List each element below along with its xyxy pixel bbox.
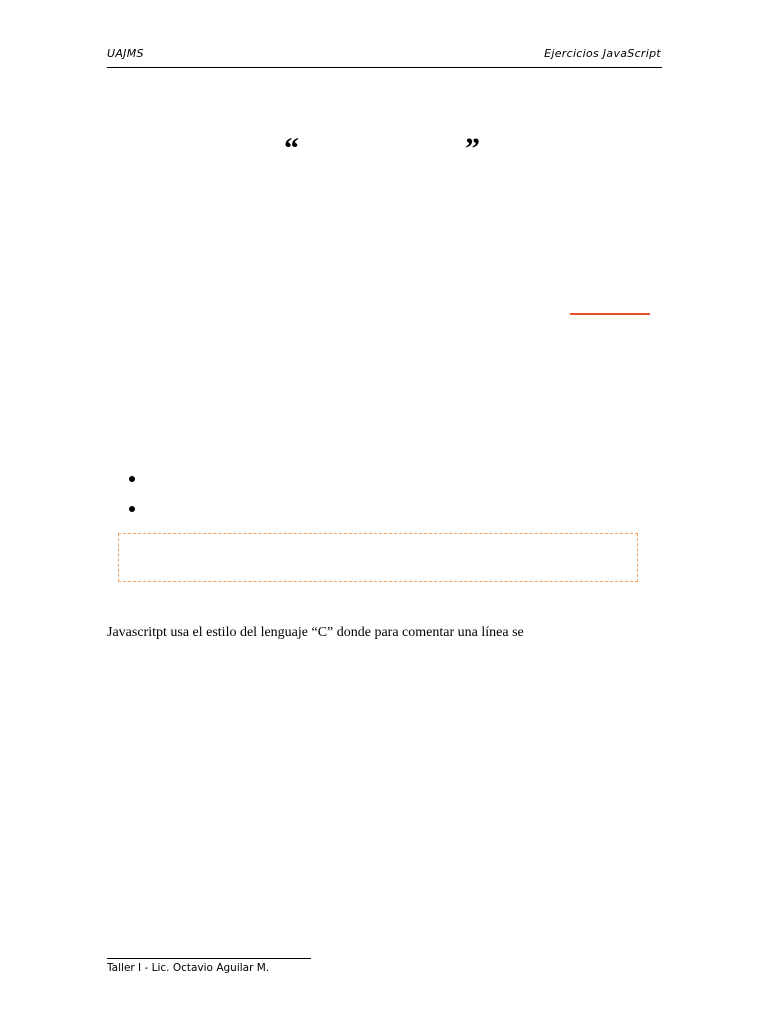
- list-item: [125, 466, 135, 496]
- title-quote-open: “: [284, 132, 299, 165]
- red-underline-mark: [570, 313, 650, 315]
- title-quote-close: ”: [465, 132, 480, 165]
- dashed-code-box: [118, 533, 638, 582]
- bullet-dot-icon: [129, 476, 135, 482]
- header-institution: UAJMS: [107, 47, 144, 60]
- list-item: [125, 496, 135, 526]
- header-course-title: Ejercicios JavaScript: [544, 47, 661, 60]
- bullet-dot-icon: [129, 506, 135, 512]
- bullet-list: [125, 466, 135, 526]
- footer-author: Taller I - Lic. Octavio Aguilar M.: [107, 962, 270, 974]
- body-paragraph: Javascritpt usa el estilo del lenguaje “C” donde para comentar una línea se: [107, 625, 524, 640]
- header-divider: [107, 67, 662, 68]
- footer-divider: [107, 958, 311, 959]
